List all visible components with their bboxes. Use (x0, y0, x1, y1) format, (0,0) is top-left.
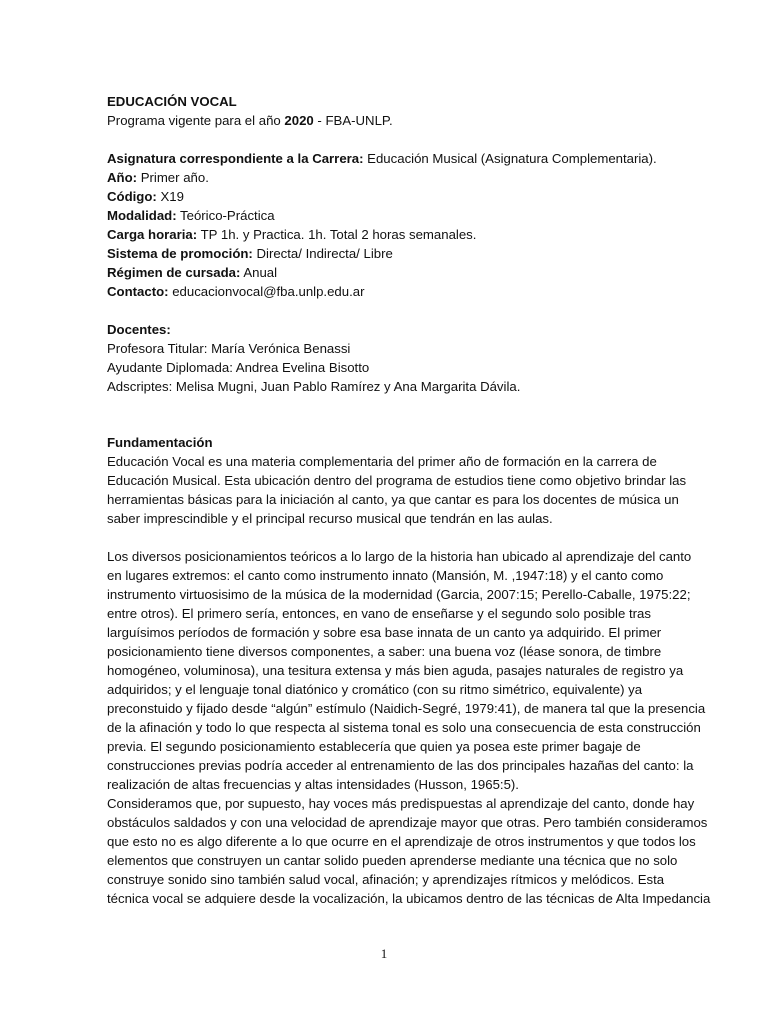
paragraph-line: obstáculos saldados y con una velocidad de aprendizaje mayor que otras. Pero también consideramos (107, 815, 708, 830)
paragraph-line: Los diversos posicionamientos teóricos a lo largo de la historia han ubicado al aprendizaje del canto (107, 549, 692, 564)
paragraph (107, 452, 697, 528)
paragraph-line: posicionamiento tiene diversos componentes, a saber: una buena voz (léase sonora, de timbre (107, 644, 662, 659)
info-carga-horaria: Carga horaria: TP 1h. y Practica. 1h. Total 2 horas semanales. (107, 227, 477, 242)
paragraph-line: de la afinación y todo lo que respecta al sistema tonal es solo una consecuencia de esta construcción (107, 720, 701, 735)
program-line: Programa vigente para el año 2020 - FBA-UNLP. (107, 113, 393, 128)
info-anio: Año: Primer año. (107, 170, 209, 185)
paragraph-line: construye sonido sino también salud vocal, afinación; y aprendizajes rítmicos y melódicos. Esta (107, 872, 665, 887)
paragraph-line: previa. El segundo posicionamiento establecería que quien ya posea este primer bagaje de (107, 739, 641, 754)
fundamentacion-section (107, 433, 711, 908)
paragraph-line: homogéneo, voluminosa), una tesitura extensa y más bien aguda, pasajes naturales de registro ya (107, 663, 684, 678)
page-number: 1 (380, 946, 388, 961)
paragraph-line: elementos que construyen un cantar solido pueden aprenderse mediante una técnica que no solo (107, 853, 678, 868)
paragraph-line: Educación Musical. Esta ubicación dentro del programa de estudios tiene como objetivo brindar las (107, 473, 687, 488)
docente-line: Profesora Titular: María Verónica Benassi (107, 341, 351, 356)
paragraph-line: preconstuido y fijado desde “algún” estímulo (Naidich-Segré, 1979:41), de manera tal que la presencia (107, 701, 706, 716)
docente-line: Ayudante Diplomada: Andrea Evelina Bisotto (107, 360, 370, 375)
paragraph-line: construcciones previas podría acceder al entrenamiento de las dos principales hazañas del canto: la (107, 758, 694, 773)
paragraph-line: técnica vocal se adquiere desde la vocalización, la ubicamos dentro de las técnicas de Alta Impedancia (107, 891, 711, 906)
document-title: EDUCACIÓN VOCAL (107, 94, 237, 109)
docentes-heading: Docentes: (107, 322, 171, 337)
paragraph-line: herramientas básicas para la iniciación al canto, ya que cantar es para los docentes de música un (107, 492, 679, 507)
paragraph-line: Educación Vocal es una materia complementaria del primer año de formación en la carrera de (107, 454, 657, 469)
docente-line: Adscriptes: Melisa Mugni, Juan Pablo Ramírez y Ana Margarita Dávila. (107, 379, 521, 394)
info-contacto: Contacto: educacionvocal@fba.unlp.edu.ar (107, 284, 365, 299)
paragraph (107, 547, 706, 794)
info-modalidad: Modalidad: Teórico-Práctica (107, 208, 275, 223)
paragraph-line: Consideramos que, por supuesto, hay voces más predispuestas al aprendizaje del canto, donde hay (107, 796, 695, 811)
info-carrera: Asignatura correspondiente a la Carrera: Educación Musical (Asignatura Complementaria). (107, 151, 657, 166)
paragraph-line: larguísimos períodos de formación y sobre esa base innata de un canto ya adquirido. El primer (107, 625, 662, 640)
paragraph-line: instrumento virtuosisimo de la música de la modernidad (Garcia, 2007:15; Perello-Caballe, 1975:22; (107, 587, 691, 602)
info-codigo: Código: X19 (107, 189, 184, 204)
document-body (107, 92, 711, 908)
course-info (107, 149, 697, 301)
info-regimen: Régimen de cursada: Anual (107, 265, 278, 280)
docentes-section (107, 320, 697, 396)
paragraph (107, 794, 711, 908)
paragraph-line: entre otros). El primero sería, entonces, en vano de enseñarse y el segundo solo posible tras (107, 606, 651, 621)
paragraph-line: realización de altas frecuencias y altas intensidades (Husson, 1965:5). (107, 777, 519, 792)
paragraph-line: que esto no es algo diferente a lo que ocurre en el aprendizaje de otros instrumentos y que todos los (107, 834, 696, 849)
paragraph-line: adquiridos; y el lenguaje tonal diatónico y cromático (con su ritmo simétrico, equivalente) ya (107, 682, 643, 697)
paragraph-line: en lugares extremos: el canto como instrumento innato (Mansión, M. ,1947:18) y el canto como (107, 568, 664, 583)
paragraph-line: saber imprescindible y el principal recurso musical que tendrán en las aulas. (107, 511, 553, 526)
info-promocion: Sistema de promoción: Directa/ Indirecta/ Libre (107, 246, 393, 261)
fundamentacion-heading: Fundamentación (107, 435, 213, 450)
